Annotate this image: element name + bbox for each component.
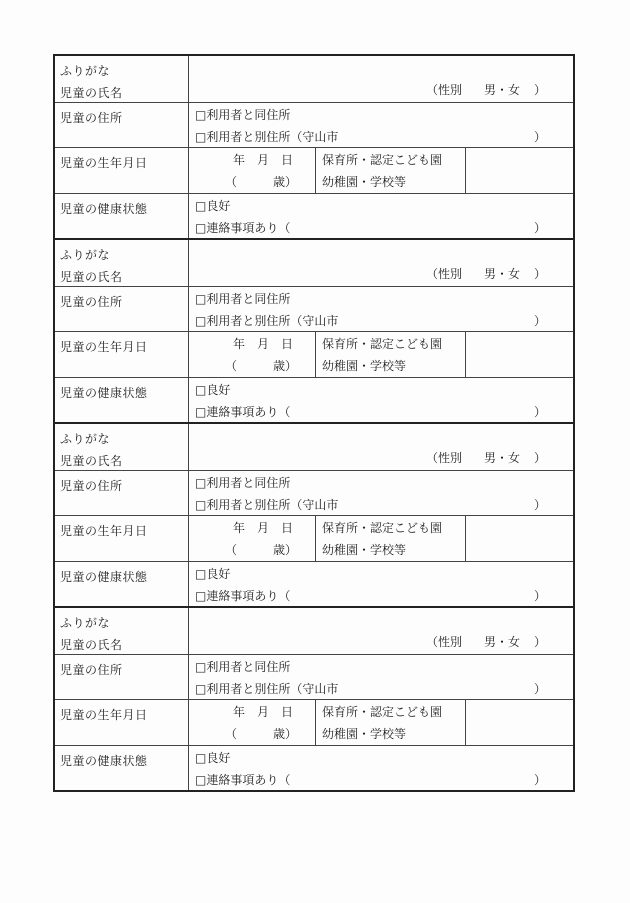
health-row bbox=[55, 193, 573, 239]
child-block bbox=[55, 238, 573, 422]
birth-row bbox=[55, 515, 573, 561]
health-label: 児童の健康状態 bbox=[55, 378, 189, 423]
health-good-checkbox[interactable]: □良好 bbox=[195, 382, 231, 397]
name-row bbox=[55, 608, 573, 654]
address-same-checkbox[interactable]: □利用者と同住所 bbox=[195, 475, 291, 490]
address-row bbox=[55, 286, 573, 332]
facility-label: 保育所・認定こども園 幼稚園・学校等 bbox=[316, 148, 466, 193]
health-notes-checkbox[interactable]: □連絡事項あり（ bbox=[195, 404, 291, 419]
facility-field[interactable] bbox=[466, 332, 573, 377]
child-block bbox=[55, 422, 573, 606]
birth-label: 児童の生年月日 bbox=[55, 700, 189, 745]
health-notes-checkbox[interactable]: □連絡事項あり（ bbox=[195, 772, 291, 787]
gender-close: ） bbox=[534, 635, 547, 649]
health-label: 児童の健康状態 bbox=[55, 562, 189, 607]
address-label: 児童の住所 bbox=[55, 103, 189, 148]
health-label: 児童の健康状態 bbox=[55, 746, 189, 791]
address-same-checkbox[interactable]: □利用者と同住所 bbox=[195, 291, 291, 306]
facility-field[interactable] bbox=[466, 148, 573, 193]
facility-field[interactable] bbox=[466, 516, 573, 561]
address-different-checkbox[interactable]: □利用者と別住所（守山市 bbox=[195, 129, 339, 144]
health-label: 児童の健康状態 bbox=[55, 194, 189, 239]
facility-label: 保育所・認定こども園 幼稚園・学校等 bbox=[316, 332, 466, 377]
address-same-checkbox[interactable]: □利用者と同住所 bbox=[195, 659, 291, 674]
gender-open: （性別 bbox=[426, 83, 463, 97]
child-block bbox=[55, 606, 573, 790]
birth-row bbox=[55, 147, 573, 193]
address-label: 児童の住所 bbox=[55, 287, 189, 332]
birthdate-field[interactable]: 年 月 日 （ 歳） bbox=[189, 148, 316, 193]
child-info-form bbox=[53, 54, 575, 792]
address-row bbox=[55, 470, 573, 516]
health-good-checkbox[interactable]: □良好 bbox=[195, 566, 231, 581]
child-block bbox=[55, 56, 573, 238]
furigana-label: ふりがな bbox=[60, 248, 111, 262]
address-label: 児童の住所 bbox=[55, 471, 189, 516]
address-label: 児童の住所 bbox=[55, 655, 189, 700]
gender-close: ） bbox=[534, 267, 547, 281]
address-row bbox=[55, 102, 573, 148]
address-same-checkbox[interactable]: □利用者と同住所 bbox=[195, 107, 291, 122]
birthdate-field[interactable]: 年 月 日 （ 歳） bbox=[189, 516, 316, 561]
gender-options[interactable]: 男・女 bbox=[484, 83, 521, 97]
name-label: 児童の氏名 bbox=[60, 86, 123, 100]
facility-field[interactable] bbox=[466, 700, 573, 745]
gender-options[interactable]: 男・女 bbox=[484, 451, 521, 465]
name-field[interactable] bbox=[189, 56, 573, 102]
birth-row bbox=[55, 331, 573, 377]
health-close: ） bbox=[534, 772, 547, 787]
gender-close: ） bbox=[534, 83, 547, 97]
health-notes-checkbox[interactable]: □連絡事項あり（ bbox=[195, 588, 291, 603]
gender-open: （性別 bbox=[426, 451, 463, 465]
facility-label: 保育所・認定こども園 幼稚園・学校等 bbox=[316, 700, 466, 745]
gender-options[interactable]: 男・女 bbox=[484, 635, 521, 649]
health-row bbox=[55, 561, 573, 607]
furigana-label: ふりがな bbox=[60, 616, 111, 630]
furigana-label: ふりがな bbox=[60, 432, 111, 446]
health-good-checkbox[interactable]: □良好 bbox=[195, 750, 231, 765]
furigana-label: ふりがな bbox=[60, 64, 111, 78]
name-row bbox=[55, 424, 573, 470]
address-close: ） bbox=[534, 681, 547, 696]
health-good-checkbox[interactable]: □良好 bbox=[195, 198, 231, 213]
address-different-checkbox[interactable]: □利用者と別住所（守山市 bbox=[195, 313, 339, 328]
name-row bbox=[55, 240, 573, 286]
birth-label: 児童の生年月日 bbox=[55, 516, 189, 561]
birth-label: 児童の生年月日 bbox=[55, 332, 189, 377]
gender-open: （性別 bbox=[426, 635, 463, 649]
gender-open: （性別 bbox=[426, 267, 463, 281]
birthdate-field[interactable]: 年 月 日 （ 歳） bbox=[189, 700, 316, 745]
facility-label: 保育所・認定こども園 幼稚園・学校等 bbox=[316, 516, 466, 561]
name-label: 児童の氏名 bbox=[60, 454, 123, 468]
health-notes-checkbox[interactable]: □連絡事項あり（ bbox=[195, 220, 291, 235]
health-row bbox=[55, 377, 573, 423]
birthdate-field[interactable]: 年 月 日 （ 歳） bbox=[189, 332, 316, 377]
name-field[interactable] bbox=[189, 424, 573, 470]
birth-row bbox=[55, 699, 573, 745]
address-close: ） bbox=[534, 313, 547, 328]
address-close: ） bbox=[534, 129, 547, 144]
gender-options[interactable]: 男・女 bbox=[484, 267, 521, 281]
address-close: ） bbox=[534, 497, 547, 512]
health-close: ） bbox=[534, 404, 547, 419]
gender-close: ） bbox=[534, 451, 547, 465]
health-close: ） bbox=[534, 588, 547, 603]
name-row bbox=[55, 56, 573, 102]
name-field[interactable] bbox=[189, 608, 573, 654]
health-close: ） bbox=[534, 220, 547, 235]
address-row bbox=[55, 654, 573, 700]
address-different-checkbox[interactable]: □利用者と別住所（守山市 bbox=[195, 497, 339, 512]
address-different-checkbox[interactable]: □利用者と別住所（守山市 bbox=[195, 681, 339, 696]
name-label: 児童の氏名 bbox=[60, 638, 123, 652]
name-field[interactable] bbox=[189, 240, 573, 286]
health-row bbox=[55, 745, 573, 791]
name-label: 児童の氏名 bbox=[60, 270, 123, 284]
birth-label: 児童の生年月日 bbox=[55, 148, 189, 193]
